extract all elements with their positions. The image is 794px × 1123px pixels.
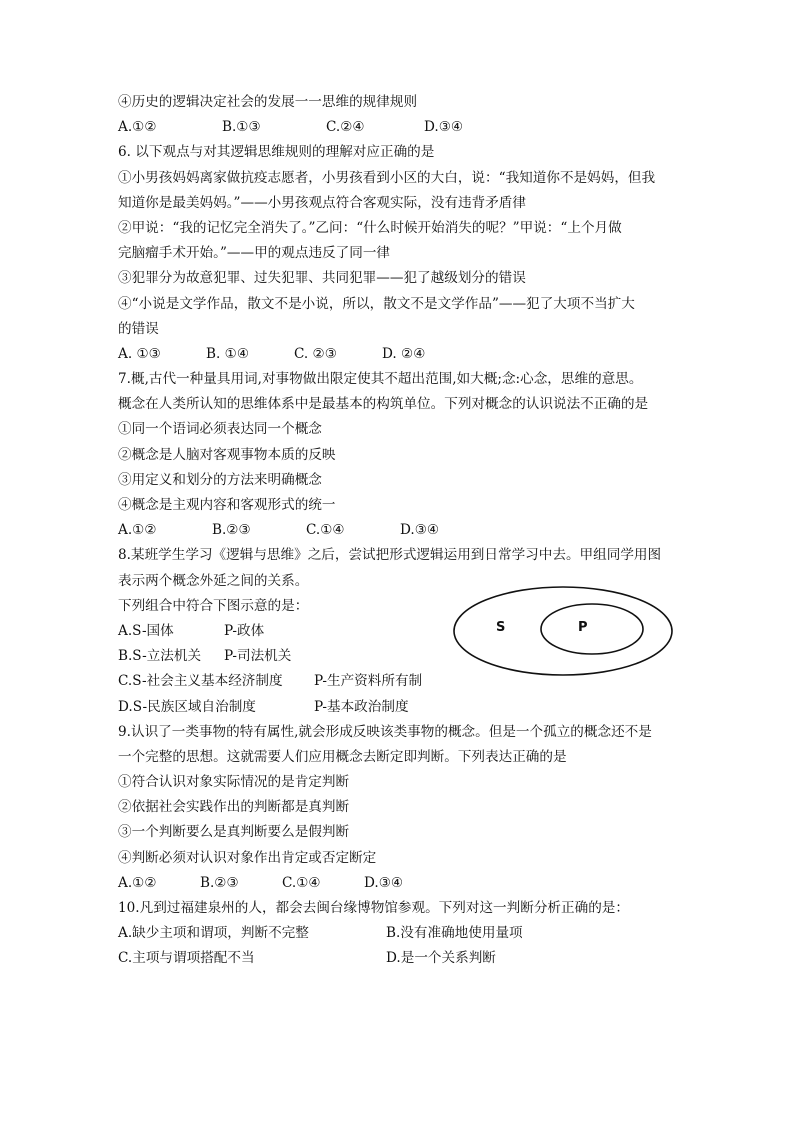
q6-option-d[interactable]: D. ②④ [382,345,426,362]
q9-line: ①符合认识对象实际情况的是肯定判断 [118,774,350,791]
q8-option-a-s: A.S-国体 [118,622,174,639]
q8-option-c-s: C.S-社会主义基本经济制度 [118,673,283,690]
venn-label-p: P [578,620,588,635]
q5-option-a[interactable]: A.①② [118,119,157,136]
q9-stem: 9.认识了一类事物的特有属性,就会形成反映该类事物的概念。但是一个孤立的概念还不是 [118,723,652,740]
q9-option-a[interactable]: A.①② [118,874,157,891]
q10-option-b[interactable]: B.没有准确地使用量项 [386,925,523,942]
q6-option-c[interactable]: C. ②③ [294,345,337,362]
q5-item-4: ④历史的逻辑决定社会的发展一一思维的规律规则 [118,94,418,110]
q9-option-b[interactable]: B.②③ [200,874,239,891]
q7-option-c[interactable]: C.①④ [306,522,345,539]
q9-option-c[interactable]: C.①④ [282,874,321,891]
q6-option-b[interactable]: B. ①④ [206,345,250,362]
q7-option-d[interactable]: D.③④ [400,522,440,539]
q8-option-d-s: D.S-民族区域自治制度 [118,698,256,715]
q9-line: ③一个判断要么是真判断要么是假判断 [118,824,350,841]
q10-option-c[interactable]: C.主项与谓项搭配不当 [118,950,255,967]
q6-line: ②甲说：“我的记忆完全消失了。”乙问：“什么时候开始消失的呢？”甲说：“上个月做 [118,219,622,236]
q5-option-b[interactable]: B.①③ [222,119,261,136]
q8-option-b-s: B.S-立法机关 [118,648,202,665]
q7-line: ①同一个语词必须表达同一个概念 [118,421,322,438]
q8-option-a-p: P-政体 [224,622,265,639]
q8-line: 表示两个概念外延之间的关系。 [118,572,309,589]
q7-option-a[interactable]: A.①② [118,522,157,539]
q6-line: ③犯罪分为故意犯罪、过失犯罪、共同犯罪——犯了越级划分的错误 [118,270,526,287]
q7-line: ④概念是主观内容和客观形式的统一 [118,497,336,513]
q6-line: 知道你是最美妈妈。”——小男孩观点符合客观实际，没有违背矛盾律 [118,194,526,211]
q6-line: 的错误 [118,320,159,337]
q8-option-b-p: P-司法机关 [224,648,292,665]
q6-line: ①小男孩妈妈离家做抗疫志愿者，小男孩看到小区的大白，说：“我知道你不是妈妈，但我 [118,169,656,186]
q6-stem: 6. 以下观点与对其逻辑思维规则的理解对应正确的是 [118,144,435,161]
q7-line: ②概念是人脑对客观事物本质的反映 [118,446,336,463]
q8-option-c-p: P-生产资料所有制 [314,673,423,690]
outer-ellipse-s [454,587,672,675]
q6-line: ④“小说是文学作品，散文不是小说，所以，散文不是文学作品”——犯了大项不当扩大 [118,295,635,312]
q9-option-d[interactable]: D.③④ [364,874,404,891]
venn-label-s: S [496,620,506,635]
q8-option-d[interactable] [118,695,678,720]
inner-ellipse-p [541,604,643,654]
q5-options [118,115,678,140]
q7-line: ③用定义和划分的方法来明确概念 [118,471,322,488]
q9-line: 一个完整的思想。这就需要人们应用概念去断定即判断。下列表达正确的是 [118,748,567,765]
q7-options [118,518,678,543]
q6-options [118,342,678,367]
q7-line: 概念在人类所认知的思维体系中是最基本的构筑单位。下列对概念的认识说法不正确的是 [118,396,649,413]
q9-options [118,871,678,896]
q10-stem: 10.凡到过福建泉州的人，都会去闽台缘博物馆参观。下列对这一判断分析正确的是： [118,900,629,916]
q10-options-row2 [118,946,678,971]
q5-option-c[interactable]: C.②④ [326,119,365,136]
q5-option-d[interactable]: D.③④ [424,119,464,136]
q9-line: ④判断必须对认识对象作出肯定或否定断定 [118,849,377,866]
q8-option-d-p: P-基本政治制度 [314,698,409,715]
q10-options-row1 [118,921,678,946]
q7-stem: 7.概,古代一种量具用词,对事物做出限定使其不超出范围,如大概;念:心念，思维的意思。 [118,371,643,388]
venn-diagram [452,585,674,677]
q8-line: 下列组合中符合下图示意的是： [118,597,309,614]
exam-page [118,90,678,972]
q6-line: 完脑瘤手术开始。”——甲的观点违反了同一律 [118,245,391,262]
q8-stem: 8.某班学生学习《逻辑与思维》之后，尝试把形式逻辑运用到日常学习中去。甲组同学用图 [118,547,662,564]
q10-option-a[interactable]: A.缺少主项和谓项，判断不完整 [118,925,309,942]
q6-option-a[interactable]: A. ①③ [118,345,161,362]
q9-line: ②依据社会实践作出的判断都是真判断 [118,799,350,816]
venn-svg [452,585,674,677]
q10-option-d[interactable]: D.是一个关系判断 [386,950,496,967]
q7-option-b[interactable]: B.②③ [212,522,251,539]
